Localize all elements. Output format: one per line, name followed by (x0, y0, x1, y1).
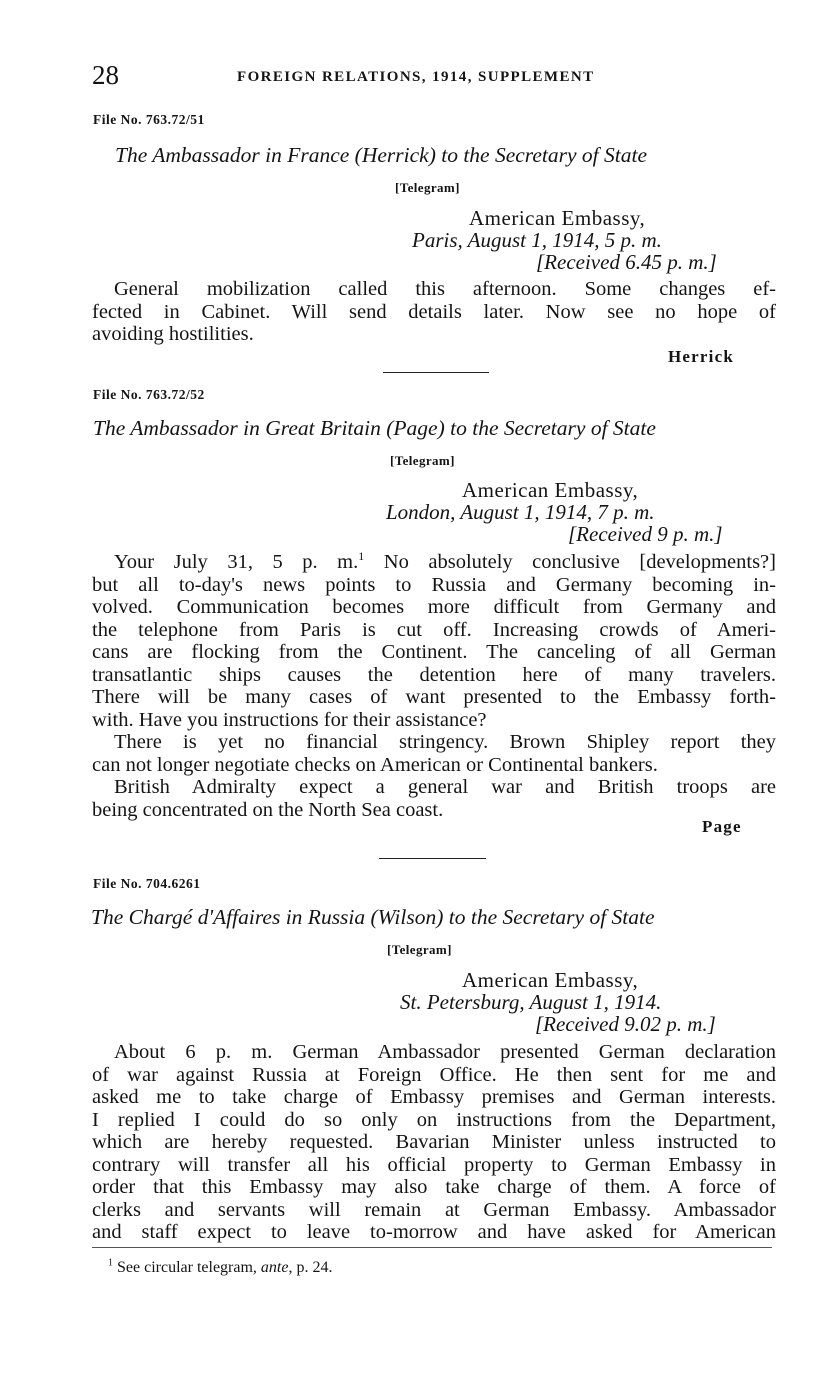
telegram-body (92, 278, 776, 346)
signature: Herrick (668, 347, 734, 366)
footnote-reference: 1 (358, 549, 365, 564)
body-line: contrary will transfer all his official property to German Embassy in (92, 1153, 776, 1176)
document-title: The Chargé d'Affaires in Russia (Wilson) to the Secretary of State (91, 905, 655, 929)
section-divider (379, 858, 486, 859)
received-time: [Received 6.45 p. m.] (536, 250, 717, 274)
place-date: St. Petersburg, August 1, 1914. (400, 990, 662, 1014)
body-line: There will be many cases of want presented to the Embassy forth- (92, 686, 776, 708)
body-line: volved. Communication becomes more difficult from Germany and (92, 596, 776, 618)
embassy-heading: American Embassy, (462, 968, 639, 992)
section-divider (383, 372, 489, 373)
footnote-text: See circular telegram, (117, 1259, 261, 1276)
body-line: with. Have you instructions for their assistance? (92, 708, 487, 731)
place-date: London, August 1, 1914, 7 p. m. (386, 500, 655, 524)
footnote-marker: 1 (108, 1257, 113, 1269)
file-number: File No. 763.72/52 (93, 387, 205, 402)
body-line: British Admiralty expect a general war and British troops are (114, 776, 776, 798)
body-line: About 6 p. m. German Ambassador presented German declaration (114, 1041, 776, 1063)
body-line: General mobilization called this afternoon. Some changes ef- (114, 278, 776, 300)
body-line: and staff expect to leave to-morrow and have asked for American (92, 1221, 776, 1243)
footnote-text-end: , p. 24. (288, 1259, 333, 1276)
body-line-rest: No absolutely conclusive [developments?] (364, 551, 776, 573)
telegram-label: [Telegram] (387, 942, 452, 957)
embassy-heading: American Embassy, (462, 478, 639, 502)
document-title: The Ambassador in Great Britain (Page) to the Secretary of State (93, 416, 656, 440)
page-header (92, 60, 772, 96)
received-time: [Received 9 p. m.] (568, 522, 723, 546)
body-line: the telephone from Paris is cut off. Increasing crowds of Ameri- (92, 618, 776, 641)
body-line: asked me to take charge of Embassy premises and German interests. (92, 1086, 776, 1108)
telegram-body (92, 551, 776, 821)
body-line: transatlantic ships causes the detention here of many travelers. (92, 663, 776, 686)
footnote-divider (92, 1247, 772, 1248)
body-line: fected in Cabinet. Will send details later. Now see no hope of (92, 300, 776, 323)
body-line: I replied I could do so only on instructions from the Department, (92, 1108, 776, 1131)
file-number: File No. 763.72/51 (93, 112, 205, 127)
telegram-label: [Telegram] (395, 180, 460, 195)
document-title: The Ambassador in France (Herrick) to the Secretary of State (115, 143, 648, 167)
body-line: but all to-day's news points to Russia and Germany becoming in- (92, 573, 776, 596)
body-line: which are hereby requested. Bavarian Minister unless instructed to (92, 1131, 776, 1153)
body-line: avoiding hostilities. (92, 323, 254, 345)
signature: Page (702, 817, 742, 836)
body-line: order that this Embassy may also take charge of them. A force of (92, 1176, 776, 1198)
page-number: 28 (92, 60, 119, 90)
body-line (92, 551, 776, 574)
body-line-start: Your July 31, 5 p. m. (114, 551, 359, 573)
body-line: clerks and servants will remain at German Embassy. Ambassador (92, 1198, 776, 1221)
received-time: [Received 9.02 p. m.] (535, 1012, 716, 1036)
place-date: Paris, August 1, 1914, 5 p. m. (412, 228, 662, 252)
body-line: cans are flocking from the Continent. The canceling of all German (92, 641, 776, 663)
file-number: File No. 704.6261 (93, 876, 201, 891)
footnote-italic: ante (260, 1259, 289, 1276)
body-line: There is yet no financial stringency. Brown Shipley report they (114, 731, 776, 753)
running-title: FOREIGN RELATIONS, 1914, SUPPLEMENT (237, 69, 595, 85)
footnote (108, 1259, 332, 1277)
body-line: being concentrated on the North Sea coast. (92, 798, 444, 821)
body-line: of war against Russia at Foreign Office. He then sent for me and (92, 1063, 776, 1086)
telegram-body (92, 1041, 776, 1244)
telegram-label: [Telegram] (390, 453, 455, 468)
body-line: can not longer negotiate checks on American or Continental bankers. (92, 753, 658, 776)
embassy-heading: American Embassy, (469, 206, 646, 230)
